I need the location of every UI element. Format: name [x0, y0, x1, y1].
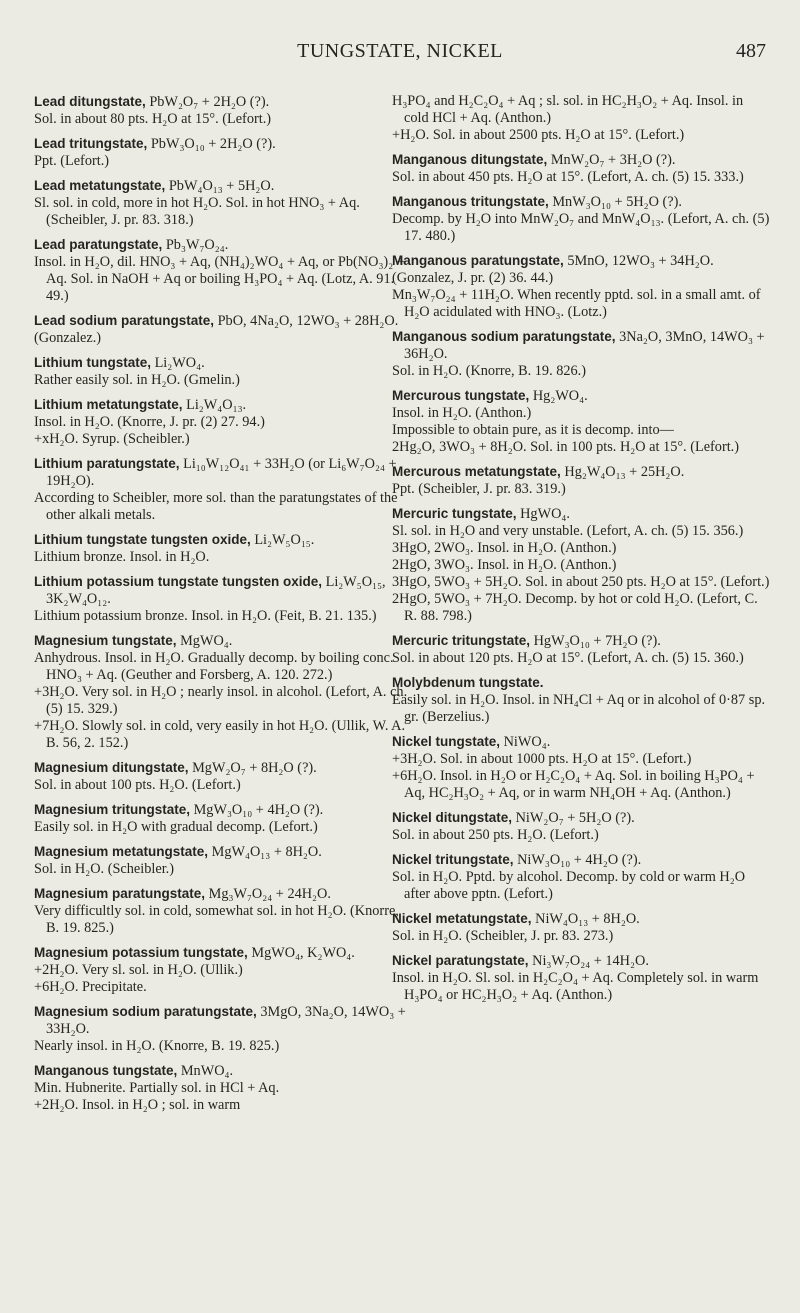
entry-heading: Magnesium tritungstate,: [34, 802, 191, 817]
entry-heading: Lead metatungstate,: [34, 178, 166, 193]
entry-text: +2H₂O. Insol. in H₂O ; sol. in warm: [34, 1097, 241, 1113]
entry-text: 3HgO, 2WO₃. Insol. in H₂O. (Anthon.): [392, 540, 617, 556]
entry-text: Sl. sol. in H₂O and very unstable. (Lefort, A. ch. (5) 15. 356.): [392, 523, 744, 539]
entry-formula: NiW₄O₁₃ + 8H₂O.: [535, 911, 640, 927]
entry-text: Min. Hubnerite. Partially sol. in HCl + Aq.: [34, 1080, 280, 1096]
entry-text: Sol. in about 450 pts. H₂O at 15°. (Lefort, A. ch. (5) 15. 333.): [392, 169, 744, 185]
page-number: 487: [736, 40, 766, 62]
entry-text: Sl. sol. in cold, more in hot H₂O. Sol. in hot HNO₃ + Aq. (Scheibler, J. pr. 83. 318.): [34, 195, 360, 228]
entry-formula: Ni₃W₇O₂₄ + 14H₂O.: [532, 953, 649, 969]
entry-text: 2Hg₂O, 3WO₃ + 8H₂O. Sol. in 100 pts. H₂O at 15°. (Lefort.): [392, 439, 740, 455]
dictionary-entry: [392, 674, 770, 726]
entry-heading: Molybdenum tungstate.: [392, 675, 544, 690]
entry-text: +3H₂O. Very sol. in H₂O ; nearly insol. in alcohol. (Lefort, A. ch. (5) 15. 329.): [34, 684, 408, 717]
entry-heading: Magnesium potassium tungstate,: [34, 945, 248, 960]
entry-text: (Gonzalez.): [34, 330, 102, 346]
entry-text: Sol. in H₂O. (Scheibler, J. pr. 83. 273.): [392, 928, 614, 944]
entry-text: Impossible to obtain pure, as it is decomp. into—: [392, 422, 674, 438]
entry-text: Insol. in H₂O. Sl. sol. in H₂C₂O₄ + Aq. Completely sol. in warm H₃PO₄ or HC₂H₃O₂ + Aq. (Anthon.): [392, 970, 759, 1003]
entry-heading: Lead sodium paratungstate,: [34, 313, 215, 328]
entry-formula: Li₂W₅O₁₅.: [254, 532, 315, 548]
entry-formula: 5MnO, 12WO₃ + 34H₂O.: [567, 253, 714, 269]
entry-text: +xH₂O. Syrup. (Scheibler.): [34, 431, 190, 447]
entry-formula: MnW₃O₁₀ + 5H₂O (?).: [552, 194, 682, 210]
entry-heading: Mercurous metatungstate,: [392, 464, 561, 479]
entry-text: Anhydrous. Insol. in H₂O. Gradually decomp. by boiling conc. HNO₃ + Aq. (Geuther and Forsberg, A. 120. 272.): [34, 650, 394, 683]
entry-text: Very difficultly sol. in cold, somewhat sol. in hot H₂O. (Knorre, B. 19. 825.): [34, 903, 399, 936]
entry-formula: Li₂W₅O₁₅, 3K₂W₄O₁₂.: [46, 574, 386, 607]
dictionary-entry: [34, 236, 409, 305]
entry-heading: Nickel tungstate,: [392, 734, 501, 749]
entry-heading: Nickel ditungstate,: [392, 810, 513, 825]
dictionary-entry: [392, 463, 770, 498]
entry-formula: PbO, 4Na₂O, 12WO₃ + 28H₂O.: [217, 313, 399, 329]
entry-formula: Li₁₀W₁₂O₄₁ + 33H₂O (or Li₆W₇O₂₄ + 19H₂O).: [46, 456, 397, 489]
entry-heading: Magnesium sodium paratungstate,: [34, 1004, 257, 1019]
entry-text: Ppt. (Lefort.): [34, 153, 110, 169]
dictionary-entry: [34, 455, 409, 524]
dictionary-entry: [392, 952, 770, 1004]
entry-formula: Li₂WO₄.: [154, 355, 205, 371]
dictionary-entry: [392, 505, 770, 625]
entry-text: Ppt. (Scheibler, J. pr. 83. 319.): [392, 481, 566, 497]
dictionary-entry: [34, 632, 409, 752]
dictionary-entry: [392, 910, 770, 945]
entry-text: 3HgO, 5WO₃ + 5H₂O. Sol. in about 250 pts. H₂O at 15°. (Lefort.): [392, 574, 770, 590]
entry-heading: Mercurous tungstate,: [392, 388, 530, 403]
entry-formula: PbW₄O₁₃ + 5H₂O.: [168, 178, 275, 194]
entry-text: Sol. in about 80 pts. H₂O at 15°. (Lefort.): [34, 111, 272, 127]
entry-formula: MgWO₄, K₂WO₄.: [251, 945, 355, 961]
entry-text: Sol. in about 250 pts. H₂O. (Lefort.): [392, 827, 599, 843]
dictionary-entry: [34, 93, 409, 128]
entry-text: Easily sol. in H₂O with gradual decomp. (Lefort.): [34, 819, 318, 835]
entry-text: +6H₂O. Insol. in H₂O or H₂C₂O₄ + Aq. Sol. in boiling H₃PO₄ + Aq, HC₂H₃O₂ + Aq, or in warm NH₄OH + Aq. (Anthon.): [392, 768, 755, 801]
entry-heading: Lead ditungstate,: [34, 94, 146, 109]
dictionary-entry: [34, 801, 409, 836]
entry-text: (Gonzalez, J. pr. (2) 36. 44.): [392, 270, 554, 286]
entry-heading: Nickel metatungstate,: [392, 911, 532, 926]
entry-formula: MgW₄O₁₃ + 8H₂O.: [211, 844, 322, 860]
entry-formula: MnWO₄.: [180, 1063, 234, 1079]
entry-text: Sol. in H₂O. (Scheibler.): [34, 861, 174, 877]
dictionary-entry: [34, 1062, 409, 1114]
entry-formula: MnW₂O₇ + 3H₂O (?).: [550, 152, 676, 168]
entry-formula: Hg₂WO₄.: [532, 388, 588, 404]
dictionary-entry: [392, 851, 770, 903]
entry-text: +H₂O. Sol. in about 2500 pts. H₂O at 15°. (Lefort.): [392, 127, 685, 143]
entry-text: +6H₂O. Precipitate.: [34, 979, 147, 995]
entry-heading: Mercuric tungstate,: [392, 506, 517, 521]
dictionary-entry: [392, 252, 770, 321]
entry-text: Easily sol. in H₂O. Insol. in NH₄Cl + Aq or in alcohol of 0·87 sp. gr. (Berzelius.): [392, 692, 766, 725]
right-column: [392, 93, 770, 1011]
entry-heading: Nickel tritungstate,: [392, 852, 514, 867]
dictionary-entry: [392, 93, 770, 144]
entry-heading: Lithium paratungstate,: [34, 456, 180, 471]
entry-text: Insol. in H₂O, dil. HNO₃ + Aq, (NH₄)₂WO₄ + Aq, or Pb(NO₃)₂ + Aq. Sol. in NaOH + Aq or boiling H₃PO₄ + Aq. (Lotz, A. 91. 49.): [34, 254, 405, 304]
dictionary-entry: [34, 531, 409, 566]
entry-formula: NiW₃O₁₀ + 4H₂O (?).: [517, 852, 642, 868]
entry-formula: 3MgO, 3Na₂O, 14WO₃ + 33H₂O.: [46, 1004, 406, 1037]
entry-heading: Manganous paratungstate,: [392, 253, 564, 268]
entry-text: 2HgO, 5WO₃ + 7H₂O. Decomp. by hot or cold H₂O. (Lefort, C. R. 88. 798.): [392, 591, 758, 624]
entry-formula: MgW₃O₁₀ + 4H₂O (?).: [193, 802, 324, 818]
dictionary-entry: [34, 885, 409, 937]
entry-heading: Mercuric tritungstate,: [392, 633, 531, 648]
entry-heading: Magnesium ditungstate,: [34, 760, 189, 775]
entry-formula: H₃PO₄ and H₂C₂O₄ + Aq ; sl. sol. in HC₂H₃O₂ + Aq. Insol. in cold HCl + Aq. (Anthon.): [392, 93, 744, 126]
dictionary-entry: [34, 944, 409, 996]
entry-text: +7H₂O. Slowly sol. in cold, very easily in hot H₂O. (Ullik, W. A. B. 56, 2. 152.): [34, 718, 406, 751]
entry-text: Rather easily sol. in H₂O. (Gmelin.): [34, 372, 240, 388]
entry-formula: MgWO₄.: [180, 633, 233, 649]
entry-heading: Magnesium paratungstate,: [34, 886, 206, 901]
entry-text: Decomp. by H₂O into MnW₂O₇ and MnW₄O₁₃. (Lefort, A. ch. (5) 17. 480.): [392, 211, 770, 244]
dictionary-entry: [392, 809, 770, 844]
dictionary-entry: [392, 193, 770, 245]
entry-text: Insol. in H₂O. (Anthon.): [392, 405, 532, 421]
entry-text: Sol. in H₂O. (Knorre, B. 19. 826.): [392, 363, 587, 379]
entry-text: Insol. in H₂O. (Knorre, J. pr. (2) 27. 94.): [34, 414, 265, 430]
entry-formula: PbW₂O₇ + 2H₂O (?).: [149, 94, 270, 110]
entry-formula: Hg₂W₄O₁₃ + 25H₂O.: [564, 464, 685, 480]
dictionary-entry: [34, 843, 409, 878]
entry-formula: Mg₃W₇O₂₄ + 24H₂O.: [208, 886, 331, 902]
dictionary-entry: [34, 573, 409, 625]
entry-heading: Manganous tungstate,: [34, 1063, 178, 1078]
entry-text: According to Scheibler, more sol. than the paratungstates of the other alkali metals.: [34, 490, 398, 523]
entry-heading: Lithium tungstate tungsten oxide,: [34, 532, 251, 547]
entry-heading: Manganous sodium paratungstate,: [392, 329, 616, 344]
entry-heading: Magnesium metatungstate,: [34, 844, 209, 859]
entry-heading: Lithium metatungstate,: [34, 397, 183, 412]
entry-formula: NiW₂O₇ + 5H₂O (?).: [515, 810, 635, 826]
entry-text: Nearly insol. in H₂O. (Knorre, B. 19. 825.): [34, 1038, 280, 1054]
entry-heading: Nickel paratungstate,: [392, 953, 529, 968]
entry-formula: Li₂W₄O₁₃.: [186, 397, 247, 413]
dictionary-entry: [392, 733, 770, 802]
entry-formula: 3Na₂O, 3MnO, 14WO₃ + 36H₂O.: [404, 329, 765, 362]
entry-text: Lithium bronze. Insol. in H₂O.: [34, 549, 210, 565]
entry-text: Sol. in H₂O. Pptd. by alcohol. Decomp. by cold or warm H₂O after above pptn. (Lefort.): [392, 869, 746, 902]
dictionary-entry: [392, 632, 770, 667]
entry-text: +2H₂O. Very sl. sol. in H₂O. (Ullik.): [34, 962, 243, 978]
entry-text: Mn₃W₇O₂₄ + 11H₂O. When recently pptd. sol. in a small amt. of H₂O acidulated with HNO₃. (Lotz.): [392, 287, 761, 320]
entry-heading: Magnesium tungstate,: [34, 633, 177, 648]
entry-formula: MgW₂O₇ + 8H₂O (?).: [192, 760, 317, 776]
entry-text: Lithium potassium bronze. Insol. in H₂O. (Feit, B. 21. 135.): [34, 608, 377, 624]
dictionary-entry: [392, 387, 770, 456]
dictionary-entry: [34, 759, 409, 794]
entry-heading: Lead tritungstate,: [34, 136, 148, 151]
entry-heading: Manganous tritungstate,: [392, 194, 549, 209]
entry-formula: Pb₃W₇O₂₄.: [165, 237, 229, 253]
dictionary-entry: [392, 328, 770, 380]
dictionary-entry: [34, 312, 409, 347]
entry-formula: NiWO₄.: [503, 734, 551, 750]
entry-formula: PbW₃O₁₀ + 2H₂O (?).: [150, 136, 276, 152]
entry-text: 2HgO, 3WO₃. Insol. in H₂O. (Anthon.): [392, 557, 617, 573]
entry-formula: HgWO₄.: [520, 506, 570, 522]
dictionary-entry: [34, 135, 409, 170]
entry-text: Sol. in about 120 pts. H₂O at 15°. (Lefort, A. ch. (5) 15. 360.): [392, 650, 744, 666]
dictionary-entry: [34, 177, 409, 229]
dictionary-entry: [34, 396, 409, 448]
running-head: TUNGSTATE, NICKEL: [297, 40, 503, 62]
entry-formula: HgW₃O₁₀ + 7H₂O (?).: [533, 633, 661, 649]
entry-heading: Lithium tungstate,: [34, 355, 151, 370]
entry-text: Sol. in about 100 pts. H₂O. (Lefort.): [34, 777, 241, 793]
entry-heading: Lead paratungstate,: [34, 237, 163, 252]
dictionary-entry: [34, 354, 409, 389]
entry-heading: Manganous ditungstate,: [392, 152, 548, 167]
entry-text: +3H₂O. Sol. in about 1000 pts. H₂O at 15°. (Lefort.): [392, 751, 692, 767]
left-column: [34, 93, 409, 1121]
page-header: [34, 40, 766, 66]
entry-heading: Lithium potassium tungstate tungsten oxide,: [34, 574, 323, 589]
dictionary-entry: [392, 151, 770, 186]
dictionary-entry: [34, 1003, 409, 1055]
